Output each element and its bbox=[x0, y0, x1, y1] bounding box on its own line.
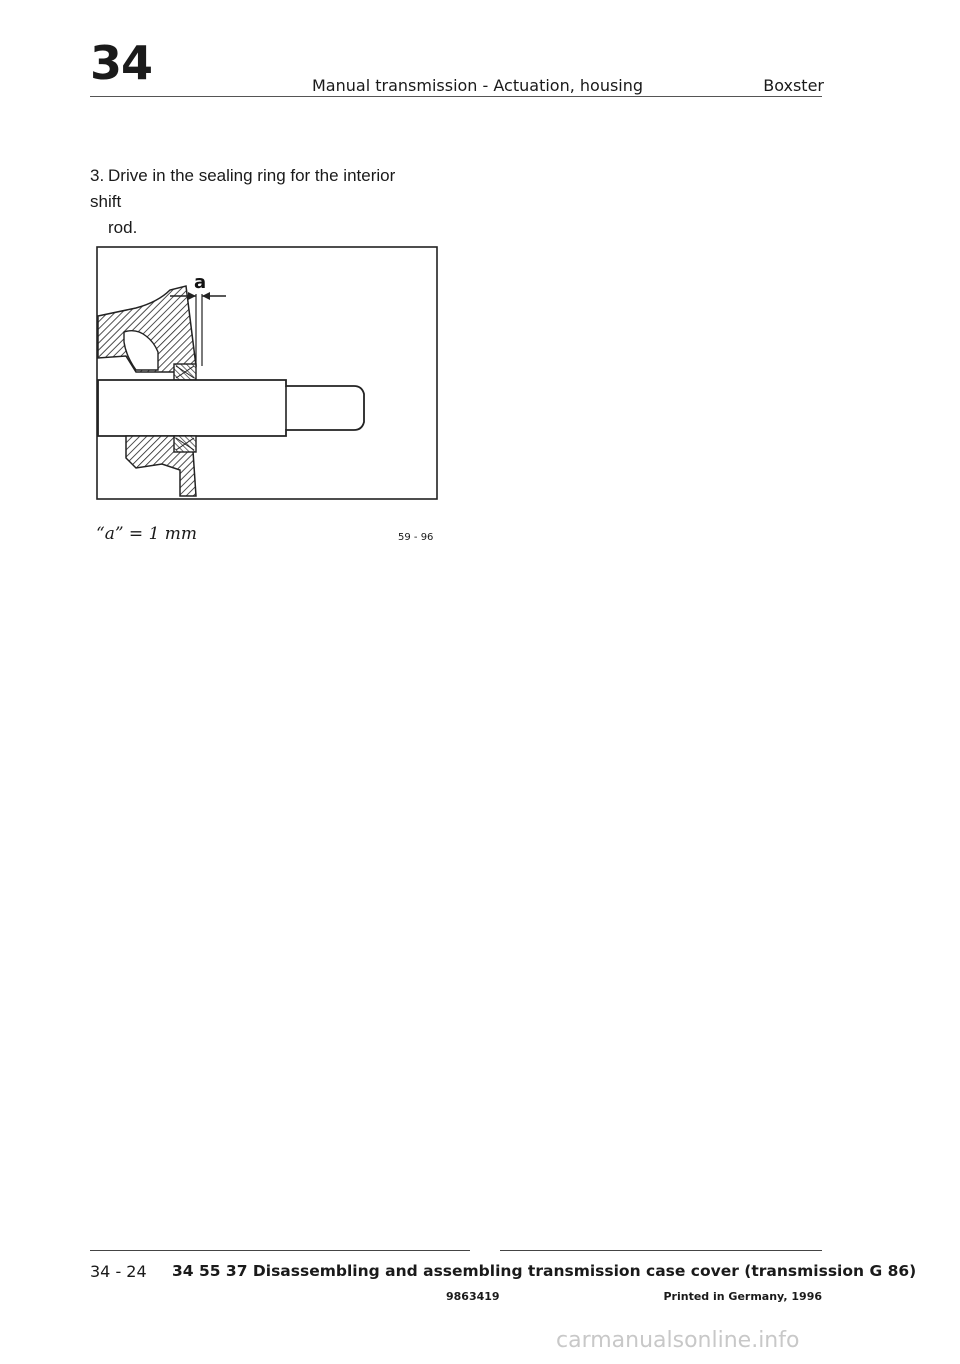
footer-doc-number: 9863419 bbox=[446, 1290, 500, 1303]
header-title: Manual transmission - Actuation, housing bbox=[312, 76, 644, 95]
header-rule bbox=[90, 96, 822, 97]
shift-rod bbox=[98, 380, 364, 436]
footer-page-number: 34 - 24 bbox=[90, 1262, 147, 1281]
figure-number: 59 - 96 bbox=[398, 532, 434, 543]
footer-rule-left bbox=[90, 1250, 470, 1251]
dimension-label: a bbox=[194, 272, 207, 293]
seal-diagram-figure bbox=[96, 246, 438, 507]
footer-section-title: 34 55 37 Disassembling and assembling transmission case cover (transmission G 86) bbox=[172, 1262, 917, 1280]
chapter-number: 34 bbox=[90, 36, 153, 90]
footer-rule-right bbox=[500, 1250, 822, 1251]
step-number: 3. bbox=[90, 166, 105, 185]
step-text-line1: Drive in the sealing ring for the interior shift bbox=[90, 166, 396, 211]
step-text-line2: rod. bbox=[108, 218, 138, 237]
seal-installation-diagram bbox=[96, 246, 438, 502]
header-model: Boxster bbox=[763, 76, 824, 95]
watermark: carmanualsonline.info bbox=[556, 1328, 800, 1353]
footer-printed: Printed in Germany, 1996 bbox=[663, 1290, 822, 1303]
figure-caption: “a” = 1 mm bbox=[96, 524, 198, 544]
step-line-1 bbox=[90, 163, 430, 215]
step-line-2 bbox=[90, 215, 430, 241]
step-instruction bbox=[90, 163, 430, 241]
